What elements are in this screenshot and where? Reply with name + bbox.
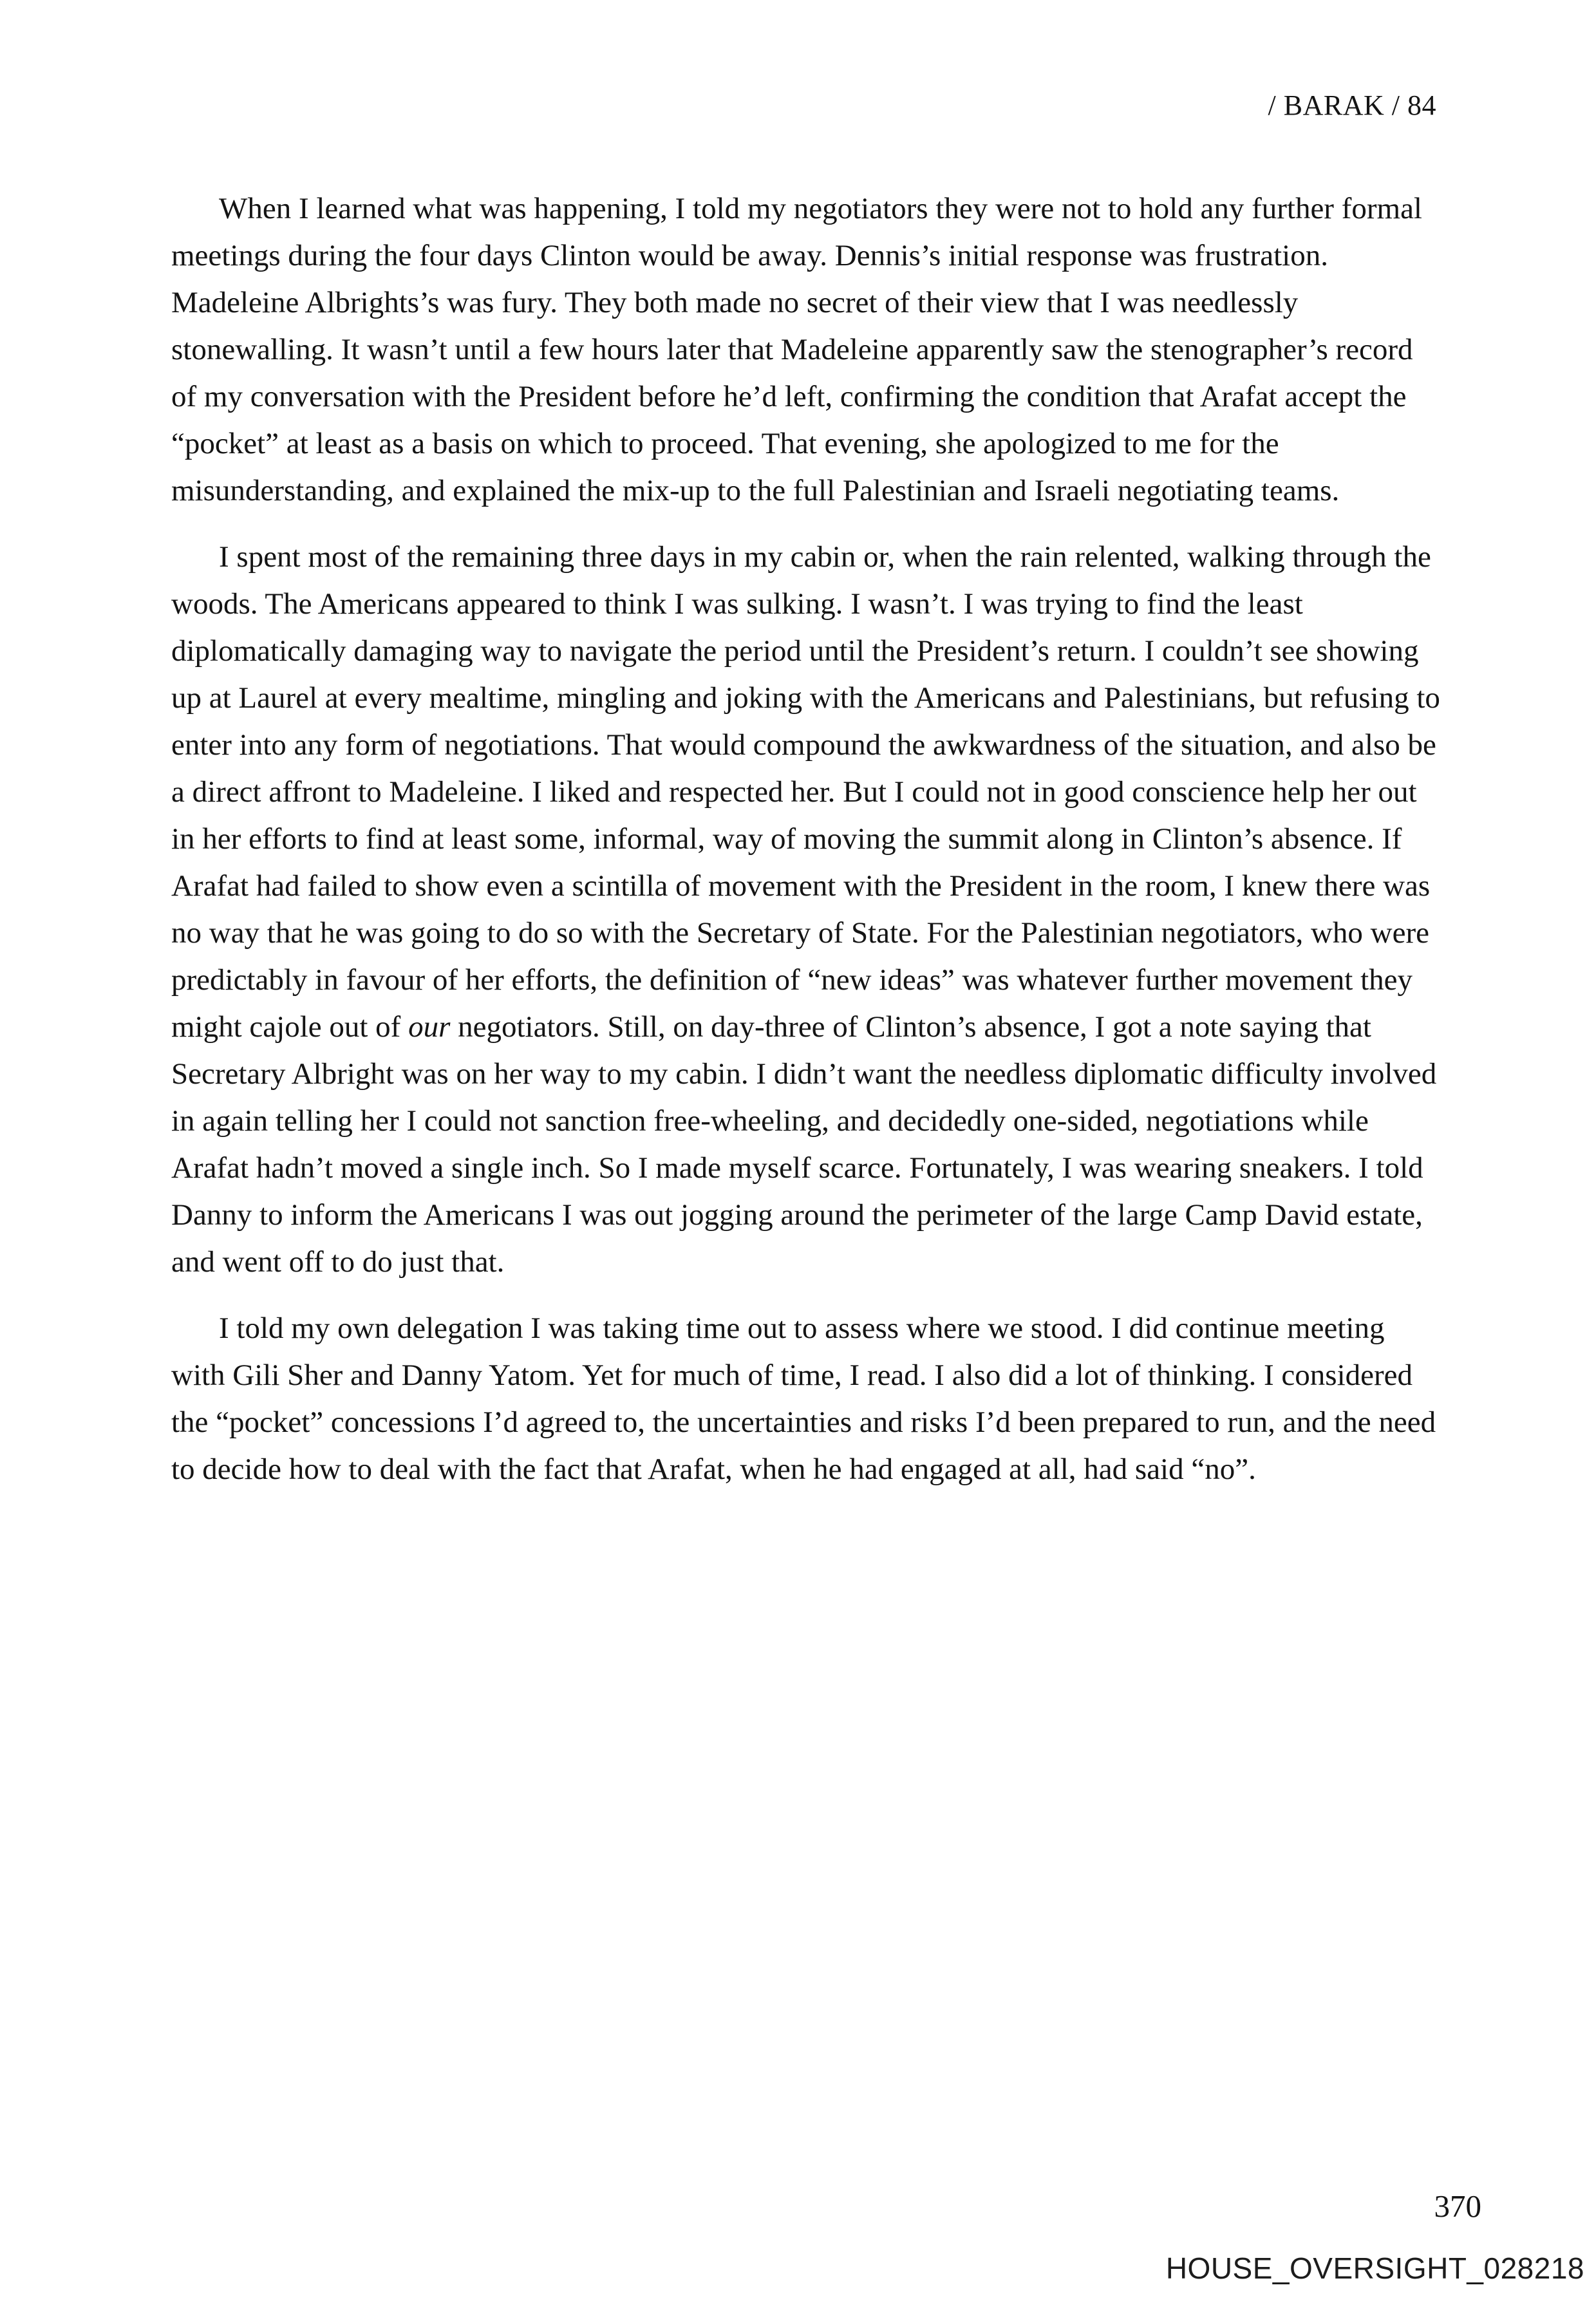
paragraph-2-text-before-italic: I spent most of the remaining three days in my cabin or, when the rain relented, walking through the woods. The Americans appeared to think I was sulking. I wasn’t. I was trying to find the least diplomatically damaging way to navigate the period until the President’s return. I couldn’t see showing up at Laurel at every mealtime, mingling and joking with the Americans and Palestinians, but refusing to enter into any form of negotiations. That would compound the awkwardness of the situation, and also be a direct affront to Madeleine. I liked and respected her. But I could not in good conscience help her out in her efforts to find at least some, informal, way of moving the summit along in Clinton’s absence. If Arafat had failed to show even a scintilla of movement with the President in the room, I knew there was no way that he was going to do so with the Secretary of State. For the Palestinian negotiators, who were predictably in favour of her efforts, the definition of “new ideas” was whatever further movement they might cajole out of — [171, 540, 1440, 1044]
paragraph-3 — [171, 1305, 1443, 1493]
document-body — [171, 185, 1443, 1512]
paragraph-2-italic-word: our — [408, 1010, 451, 1044]
paragraph-1-text: When I learned what was happening, I told my negotiators they were not to hold any further formal meetings during the four days Clinton would be away. Dennis’s initial response was frustration. Madeleine Albrights’s was fury. They both made no secret of their view that I was needlessly stonewalling. It wasn’t until a few hours later that Madeleine apparently saw the stenographer’s record of my conversation with the President before he’d left, confirming the condition that Arafat accept the “pocket” at least as a basis on which to proceed. That evening, she apologized to me for the misunderstanding, and explained the mix-up to the full Palestinian and Israeli negotiating teams. — [171, 192, 1422, 507]
paragraph-1 — [171, 185, 1443, 514]
page-number: 370 — [1434, 2188, 1481, 2224]
paragraph-3-text: I told my own delegation I was taking time out to assess where we stood. I did continue meeting with Gili Sher and Danny Yatom. Yet for much of time, I read. I also did a lot of thinking. I considered the “pocket” concessions I’d agreed to, the uncertainties and risks I’d been prepared to run, and the need to decide how to deal with the fact that Arafat, when he had engaged at all, had said “no”. — [171, 1311, 1436, 1486]
header-text: / BARAK / 84 — [1268, 89, 1436, 121]
paragraph-2 — [171, 534, 1443, 1286]
page-header — [1268, 89, 1436, 122]
bates-stamp: HOUSE_OVERSIGHT_028218 — [1165, 2251, 1584, 2285]
paragraph-2-text-after-italic: negotiators. Still, on day-three of Clinton’s absence, I got a note saying that Secretary Albright was on her way to my cabin. I didn’t want the needless diplomatic difficulty involved in again telling her I could not sanction free-wheeling, and decidedly one-sided, negotiations while Arafat hadn’t moved a single inch. So I made myself scarce. Fortunately, I was wearing sneakers. I told Danny to inform the Americans I was out jogging around the perimeter of the large Camp David estate, and went off to do just that. — [171, 1010, 1437, 1279]
